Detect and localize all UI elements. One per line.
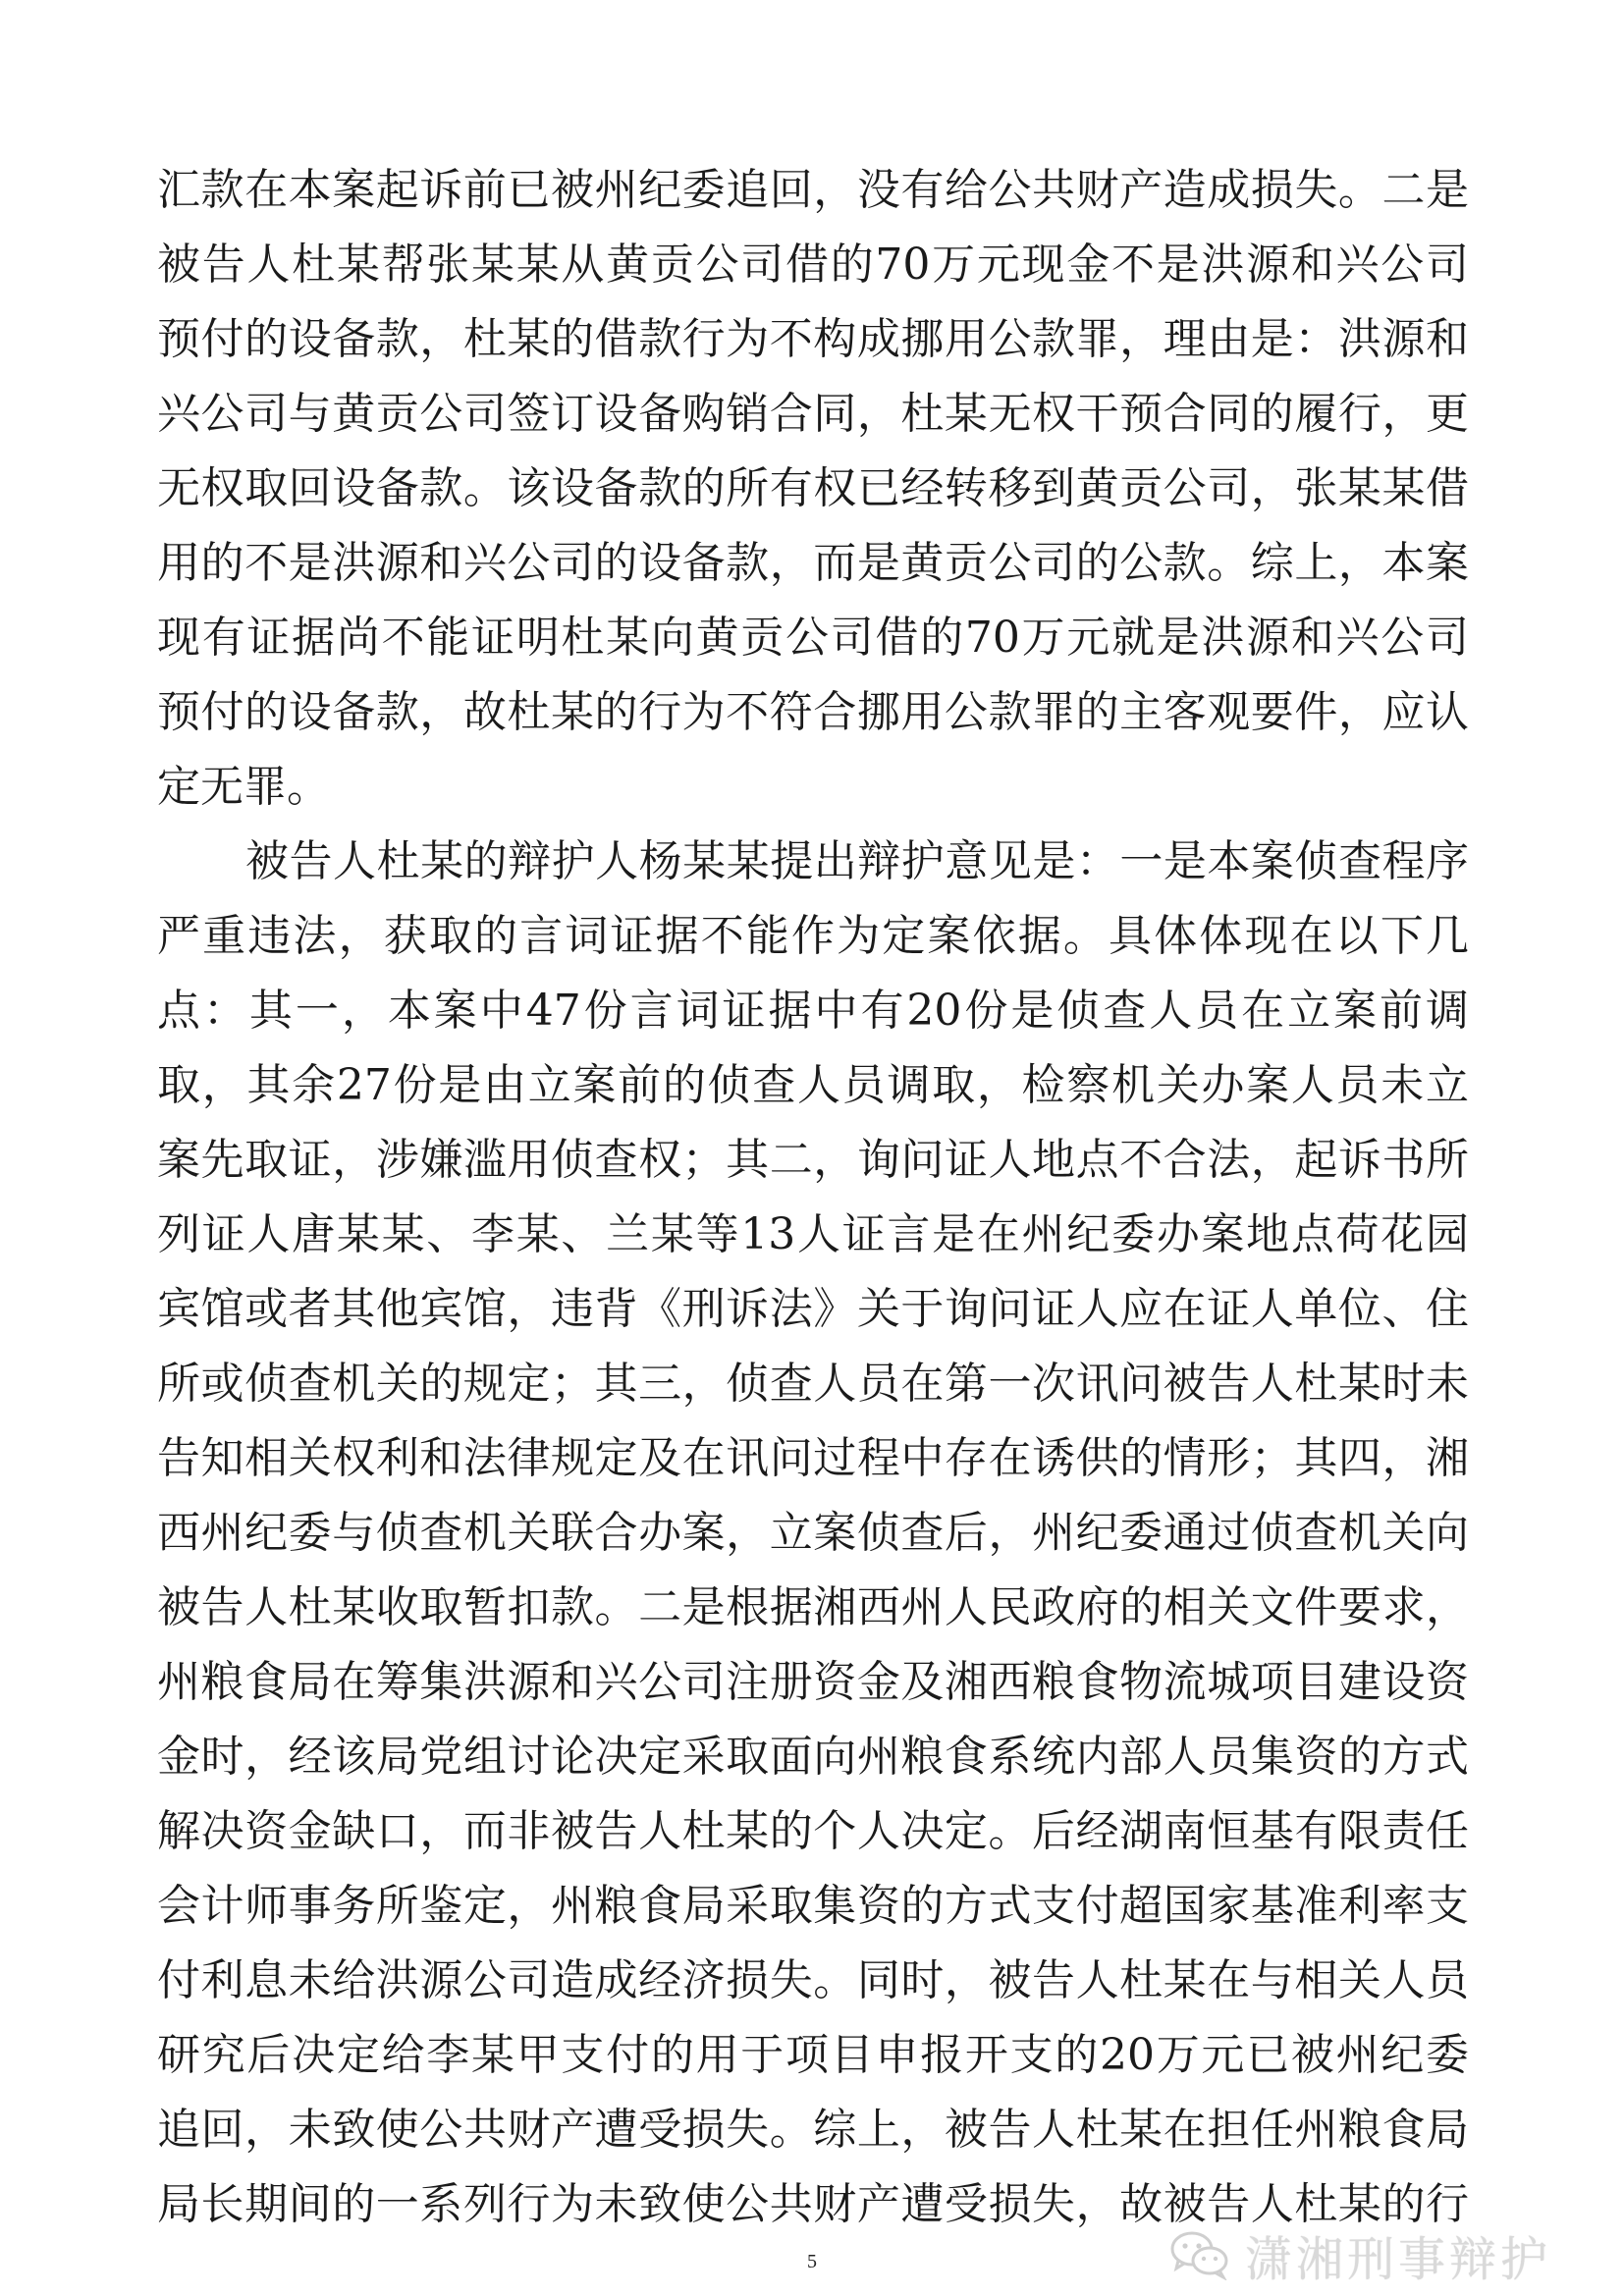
- page-number: 5: [807, 2251, 817, 2272]
- text-line: 所或侦查机关的规定；其三，侦查人员在第一次讯问被告人杜某时未: [157, 1359, 1469, 1409]
- text-line: 取，其余27份是由立案前的侦查人员调取，检察机关办案人员未立: [157, 1060, 1469, 1110]
- text-line: 汇款在本案起诉前已被州纪委追回，没有给公共财产造成损失。二是: [157, 165, 1469, 215]
- text-line: 定无罪。: [157, 762, 330, 812]
- text-line: 宾馆或者其他宾馆，违背《刑诉法》关于询问证人应在证人单位、住: [157, 1284, 1469, 1334]
- text-line: 研究后决定给李某甲支付的用于项目申报开支的20万元已被州纪委: [157, 2030, 1469, 2080]
- text-line: 无权取回设备款。该设备款的所有权已经转移到黄贡公司，张某某借: [157, 463, 1469, 513]
- text-line: 列证人唐某某、李某、兰某等13人证言是在州纪委办案地点荷花园: [157, 1209, 1469, 1259]
- text-line: 会计师事务所鉴定，州粮食局采取集资的方式支付超国家基准利率支: [157, 1881, 1469, 1931]
- text-line: 告知相关权利和法律规定及在讯问过程中存在诱供的情形；其四，湘: [157, 1433, 1469, 1483]
- text-line: 用的不是洪源和兴公司的设备款，而是黄贡公司的公款。综上，本案: [157, 538, 1469, 588]
- text-line: 被告人杜某的辩护人杨某某提出辩护意见是：一是本案侦查程序: [245, 836, 1469, 886]
- text-line: 点：其一，本案中47份言词证据中有20份是侦查人员在立案前调: [157, 986, 1469, 1036]
- text-line: 被告人杜某收取暂扣款。二是根据湘西州人民政府的相关文件要求，: [157, 1582, 1469, 1632]
- text-line: 追回，未致使公共财产遭受损失。综上，被告人杜某在担任州粮食局: [157, 2105, 1469, 2155]
- text-line: 兴公司与黄贡公司签订设备购销合同，杜某无权干预合同的履行，更: [157, 389, 1469, 439]
- text-line: 严重违法，获取的言词证据不能作为定案依据。具体体现在以下几: [157, 911, 1469, 961]
- text-line: 州粮食局在筹集洪源和兴公司注册资金及湘西粮食物流城项目建设资: [157, 1657, 1469, 1707]
- watermark-text: 潇湘刑事辩护: [1245, 2231, 1552, 2287]
- text-line: 金时，经该局党组讨论决定采取面向州粮食系统内部人员集资的方式: [157, 1732, 1469, 1782]
- text-line: 西州纪委与侦查机关联合办案，立案侦查后，州纪委通过侦查机关向: [157, 1508, 1469, 1558]
- text-line: 案先取证，涉嫌滥用侦查权；其二，询问证人地点不合法，起诉书所: [157, 1135, 1469, 1185]
- text-line: 现有证据尚不能证明杜某向黄贡公司借的70万元就是洪源和兴公司: [157, 613, 1469, 663]
- wechat-icon: [1168, 2229, 1231, 2280]
- text-line: 局长期间的一系列行为未致使公共财产遭受损失，故被告人杜某的行: [157, 2179, 1469, 2229]
- text-line: 解决资金缺口，而非被告人杜某的个人决定。后经湖南恒基有限责任: [157, 1806, 1469, 1856]
- text-line: 付利息未给洪源公司造成经济损失。同时，被告人杜某在与相关人员: [157, 1955, 1469, 2005]
- watermark: [1168, 2220, 1551, 2289]
- text-line: 预付的设备款，杜某的借款行为不构成挪用公款罪，理由是：洪源和: [157, 314, 1469, 364]
- text-line: 预付的设备款，故杜某的行为不符合挪用公款罪的主客观要件，应认: [157, 687, 1469, 737]
- text-line: 被告人杜某帮张某某从黄贡公司借的70万元现金不是洪源和兴公司: [157, 240, 1469, 290]
